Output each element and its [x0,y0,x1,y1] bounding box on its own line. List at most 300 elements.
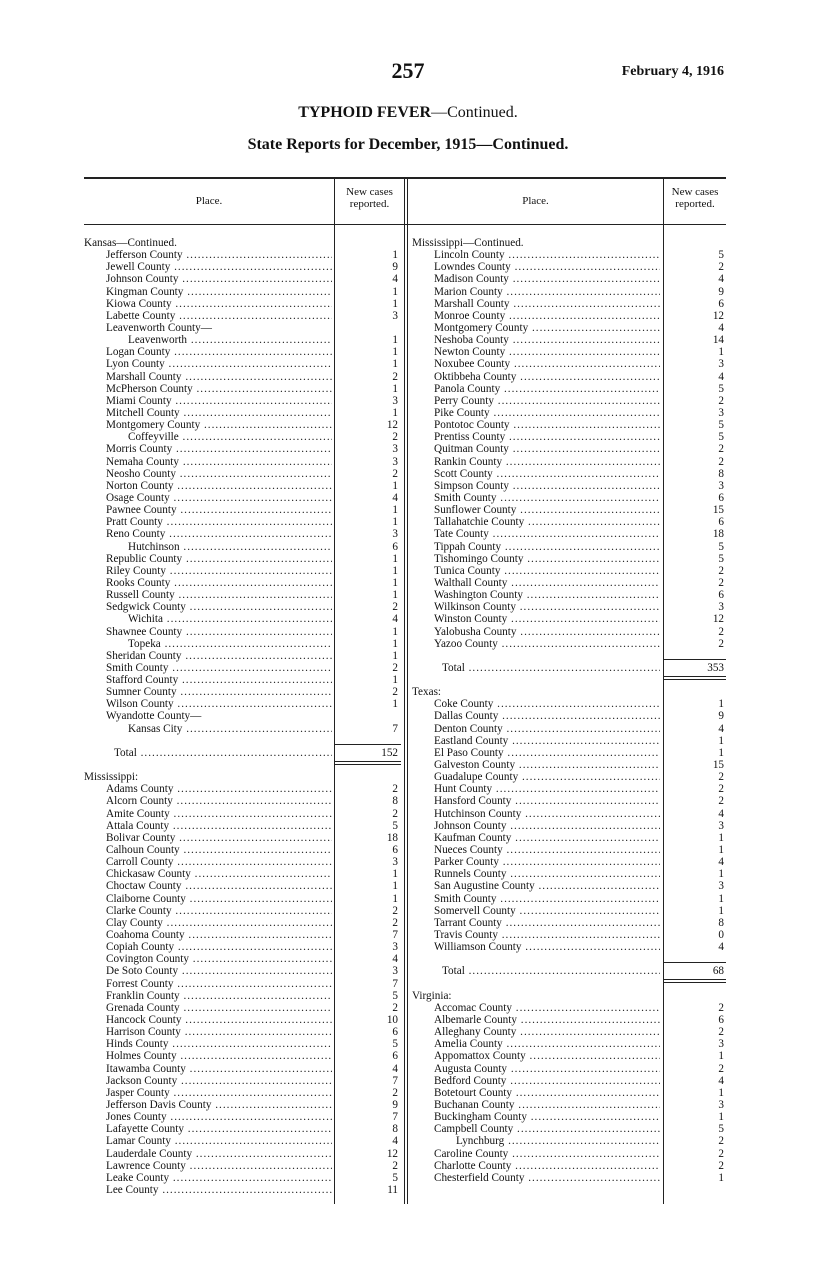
place-name: Covington County ..... [84,953,332,965]
place-name: Somervell County ..... [412,905,660,917]
case-count: 2 [718,1062,724,1075]
case-count: 5 [392,1171,398,1184]
place-name: Jewell County ..... [84,261,332,273]
place-name: Kansas City ..... [84,723,332,735]
case-count: 3 [718,406,724,419]
place-name: Sumner County ..... [84,686,332,698]
case-count: 1 [392,625,398,638]
left-cases-header [335,186,404,210]
place-name: Kingman County ..... [84,286,332,298]
case-count: 6 [392,1026,398,1039]
place-name: Charlotte County ..... [412,1160,660,1172]
table-row [84,358,400,370]
place-name: Simpson County ..... [412,480,660,492]
place-name: Claiborne County ..... [84,893,332,905]
place-name: Lauderdale County ..... [84,1148,332,1160]
place-name: Tippah County ..... [412,541,660,553]
table-row [84,407,400,419]
place-name: Lamar County ..... [84,1135,332,1147]
table-row [412,577,726,589]
place-name: Texas: [412,686,442,699]
case-count: 8 [718,916,724,929]
table-row [84,395,400,407]
table-row [412,431,726,443]
table-row [412,541,726,553]
place-name: Caroline County ..... [412,1148,660,1160]
place-name: Wichita ..... [84,613,332,625]
case-count: 3 [392,528,398,541]
table-row [412,1014,726,1026]
place-name: Chesterfield County ..... [412,1172,660,1184]
case-count: 5 [392,819,398,832]
place-name: Sheridan County ..... [84,650,332,662]
place-name: Forrest County ..... [84,978,332,990]
table-row [412,589,726,601]
table-row [84,371,400,383]
case-count: 2 [718,261,724,274]
table-row [412,905,726,917]
place-name: Parker County ..... [412,856,660,868]
table-row [412,1160,726,1172]
case-count: 1 [718,1111,724,1124]
place-name: Campbell County ..... [412,1123,660,1135]
place-name: Yalobusha County ..... [412,626,660,638]
state-heading [412,990,726,1002]
place-name: Virginia: [412,989,452,1002]
place-name: Chickasaw County ..... [84,868,332,880]
place-name: Oktibbeha County ..... [412,371,660,383]
case-count: 1 [392,346,398,359]
table-row [412,334,726,346]
case-count: 8 [392,795,398,808]
place-name: Tate County ..... [412,528,660,540]
case-count: 7 [392,977,398,990]
table-row [84,759,400,771]
place-name: Leake County ..... [84,1172,332,1184]
place-name: Shawnee County ..... [84,626,332,638]
case-count: 4 [392,953,398,966]
table-row [84,965,400,977]
place-name: Smith County ..... [412,893,660,905]
table-row [84,783,400,795]
case-count: 1 [392,649,398,662]
table-row [84,710,400,722]
case-count: 1 [718,868,724,881]
table-row [84,1099,400,1111]
case-count: 4 [392,1135,398,1148]
case-count: 3 [718,601,724,614]
place-name: Lowndes County ..... [412,261,660,273]
place-name: Amelia County ..... [412,1038,660,1050]
place-name: Travis County ..... [412,929,660,941]
table-row [412,638,726,650]
table-row [412,298,726,310]
table-row [84,844,400,856]
place-name: Pawnee County ..... [84,504,332,516]
place-name: Hunt County ..... [412,783,660,795]
place-name: Itawamba County ..... [84,1063,332,1075]
place-name: Mississippi—Continued. [412,237,524,249]
place-name: Pontotoc County ..... [412,419,660,431]
title-disease: TYPHOID FEVER [298,104,432,121]
place-name: Walthall County ..... [412,577,660,589]
table-row [412,407,726,419]
table-row [84,1063,400,1075]
case-count: 6 [392,540,398,553]
place-name: Kansas—Continued. [84,237,177,249]
table-row [84,1123,400,1135]
case-count: 6 [392,1050,398,1063]
case-count: 3 [718,880,724,893]
table-row [412,443,726,455]
place-name: Clarke County ..... [84,905,332,917]
place-name: Calhoun County ..... [84,844,332,856]
place-name: Lincoln County ..... [412,249,660,261]
table-row [84,1075,400,1087]
place-name: Hancock County ..... [84,1014,332,1026]
place-name: Leavenworth ..... [84,334,332,346]
table-row [412,747,726,759]
place-name: Albemarle County ..... [412,1014,660,1026]
case-count: 1 [392,382,398,395]
table-row [412,735,726,747]
table-row [84,1050,400,1062]
table-row [412,759,726,771]
table-row [84,541,400,553]
table-row [412,346,726,358]
place-name: Williamson County ..... [412,941,660,953]
case-count: 12 [386,1147,398,1160]
case-count: 1 [392,698,398,711]
table-row [412,723,726,735]
place-name: Bedford County ..... [412,1075,660,1087]
case-count: 1 [718,892,724,905]
place-name: Scott County ..... [412,468,660,480]
place-name: Wyandotte County— [106,710,202,723]
case-count: 12 [386,419,398,432]
case-count: 1 [718,346,724,359]
case-count: 2 [718,625,724,638]
case-count: 3 [392,941,398,954]
place-name: Yazoo County ..... [412,638,660,650]
table-row [412,1099,726,1111]
table-row [412,953,726,965]
case-count: 0 [718,929,724,942]
table-row [412,1002,726,1014]
place-name: Pratt County ..... [84,516,332,528]
case-count: 7 [392,722,398,735]
table-row [84,674,400,686]
table-row [84,1184,400,1196]
place-name: Total ..... [84,747,332,759]
place-name: Tallahatchie County ..... [412,516,660,528]
table-row [84,880,400,892]
case-count: 1 [718,746,724,759]
case-count: 3 [392,455,398,468]
table-row [412,480,726,492]
table-row [84,310,400,322]
place-name: Smith County ..... [84,662,332,674]
table-row [84,565,400,577]
place-name: Noxubee County ..... [412,358,660,370]
title-continued: —Continued. [431,104,518,121]
place-name: De Soto County ..... [84,965,332,977]
table-row [84,917,400,929]
case-count: 1 [392,334,398,347]
table-row [84,334,400,346]
table-row [84,820,400,832]
right-cases-header-line2: reported. [675,198,715,210]
case-count: 1 [392,880,398,893]
document-title [0,104,816,122]
place-name: Monroe County ..... [412,310,660,322]
table-row [84,601,400,613]
table-row [412,771,726,783]
left-place-header: Place. [195,195,223,207]
table-row [412,1172,726,1184]
table-row [412,395,726,407]
table-row [412,528,726,540]
place-name: Marion County ..... [412,286,660,298]
case-count: 9 [392,261,398,274]
table-row [412,808,726,820]
table-row [412,273,726,285]
case-count: 1 [718,1086,724,1099]
place-name: Hutchinson ..... [84,541,332,553]
place-name: Holmes County ..... [84,1050,332,1062]
place-name: Winston County ..... [412,613,660,625]
case-count: 6 [392,844,398,857]
state-heading [84,771,400,783]
case-count: 68 [712,965,724,978]
table-row [412,1123,726,1135]
table-row [84,808,400,820]
place-name: Alleghany County ..... [412,1026,660,1038]
table-row [412,674,726,686]
center-divider-b [407,178,408,1204]
place-name: Jasper County ..... [84,1087,332,1099]
table-row [84,1002,400,1014]
table-row [84,953,400,965]
table-row [412,868,726,880]
place-name: Montgomery County ..... [84,419,332,431]
table-row [412,601,726,613]
case-count: 4 [718,273,724,286]
place-name: Buckingham County ..... [412,1111,660,1123]
place-name: Miami County ..... [84,395,332,407]
place-name: Coke County ..... [412,698,660,710]
table-row [412,1135,726,1147]
case-count: 152 [381,746,398,759]
case-count: 2 [718,443,724,456]
case-count: 4 [392,273,398,286]
table-row [84,286,400,298]
case-count: 2 [718,394,724,407]
total-rule [664,659,726,660]
case-count: 3 [392,309,398,322]
total-rule [664,962,726,963]
table-row [84,941,400,953]
place-name: Republic County ..... [84,553,332,565]
case-count: 1 [718,904,724,917]
place-name: Denton County ..... [412,723,660,735]
place-name: Norton County ..... [84,480,332,492]
table-row [84,723,400,735]
table-row [412,650,726,662]
case-count: 4 [718,941,724,954]
table-row [84,1135,400,1147]
case-count: 6 [718,589,724,602]
place-name: Buchanan County ..... [412,1099,660,1111]
place-name: Osage County ..... [84,492,332,504]
place-name: Neosho County ..... [84,468,332,480]
place-name: Pike County ..... [412,407,660,419]
table-row [84,346,400,358]
place-name: Total ..... [412,965,660,977]
table-row [412,1111,726,1123]
place-name: Smith County ..... [412,492,660,504]
case-count: 2 [718,455,724,468]
case-count: 2 [392,1086,398,1099]
place-name: Marshall County ..... [84,371,332,383]
case-count: 2 [718,576,724,589]
case-count: 1 [392,406,398,419]
case-count: 4 [718,807,724,820]
case-count: 3 [718,1038,724,1051]
table-row [412,941,726,953]
state-heading [84,237,400,249]
table-row [412,880,726,892]
table-row [84,383,400,395]
table-row [84,698,400,710]
case-count: 2 [392,467,398,480]
place-name: Guadalupe County ..... [412,771,660,783]
table-row [84,1172,400,1184]
case-count: 2 [392,807,398,820]
table-row [84,905,400,917]
case-count: 5 [392,1038,398,1051]
table-row [84,431,400,443]
case-count: 4 [718,856,724,869]
case-count: 3 [718,479,724,492]
table-row [412,456,726,468]
table-row [84,1160,400,1172]
place-name: Harrison County ..... [84,1026,332,1038]
case-count: 5 [718,249,724,262]
case-count: 15 [712,759,724,772]
case-count: 3 [392,443,398,456]
place-name: Russell County ..... [84,589,332,601]
table-row [412,322,726,334]
case-count: 2 [392,431,398,444]
case-count: 2 [718,1135,724,1148]
case-count: 4 [392,613,398,626]
table-row [412,783,726,795]
case-count: 4 [718,321,724,334]
case-count: 1 [718,844,724,857]
total-row [84,747,400,759]
case-count: 5 [718,1123,724,1136]
table-row [84,504,400,516]
place-name: Madison County ..... [412,273,660,285]
header-bottom-rule [84,224,726,225]
place-name: El Paso County ..... [412,747,660,759]
case-count: 4 [718,370,724,383]
case-count: 4 [718,1074,724,1087]
case-count: 2 [718,1001,724,1014]
place-name: Riley County ..... [84,565,332,577]
table-row [84,298,400,310]
case-count: 1 [718,1171,724,1184]
case-count: 2 [392,904,398,917]
place-name: Jones County ..... [84,1111,332,1123]
place-name: Botetourt County ..... [412,1087,660,1099]
table-row [84,893,400,905]
case-count: 7 [392,1111,398,1124]
case-count: 12 [712,613,724,626]
table-row [412,710,726,722]
case-count: 3 [392,856,398,869]
left-cases-header-line2: reported. [349,198,390,210]
place-name: Franklin County ..... [84,990,332,1002]
table-row [412,358,726,370]
case-count: 2 [718,1026,724,1039]
total-row [412,662,726,674]
case-count: 2 [392,783,398,796]
table-row [84,322,400,334]
right-cases-header-line1: New cases [671,186,719,198]
case-count: 2 [392,661,398,674]
place-name: Clay County ..... [84,917,332,929]
table-row [84,1014,400,1026]
place-name: Eastland County ..... [412,735,660,747]
case-count: 3 [392,394,398,407]
place-name: Labette County ..... [84,310,332,322]
table-row [412,795,726,807]
left-column [84,237,400,1196]
table-subtitle: State Reports for December, 1915—Continued. [247,136,569,153]
table-row [84,638,400,650]
case-count: 1 [392,868,398,881]
right-place-header: Place. [522,195,549,207]
table-row [84,1087,400,1099]
table-row [412,504,726,516]
place-name: Marshall County ..... [412,298,660,310]
place-name: Logan County ..... [84,346,332,358]
case-count: 2 [718,771,724,784]
case-count: 18 [712,528,724,541]
place-name: Topeka ..... [84,638,332,650]
place-name: Accomac County ..... [412,1002,660,1014]
table-row [84,577,400,589]
place-name: Hutchinson County ..... [412,808,660,820]
table-row [84,686,400,698]
place-name: Washington County ..... [412,589,660,601]
case-count: 6 [718,491,724,504]
place-name: Rooks County ..... [84,577,332,589]
case-count: 3 [718,358,724,371]
place-name: Lyon County ..... [84,358,332,370]
issue-date: February 4, 1916 [621,64,724,79]
table-row [412,249,726,261]
table-row [84,249,400,261]
case-count: 1 [392,576,398,589]
place-name: Amite County ..... [84,808,332,820]
table-row [84,978,400,990]
case-count: 1 [392,637,398,650]
table-row [84,990,400,1002]
table-top-rule [84,177,726,179]
